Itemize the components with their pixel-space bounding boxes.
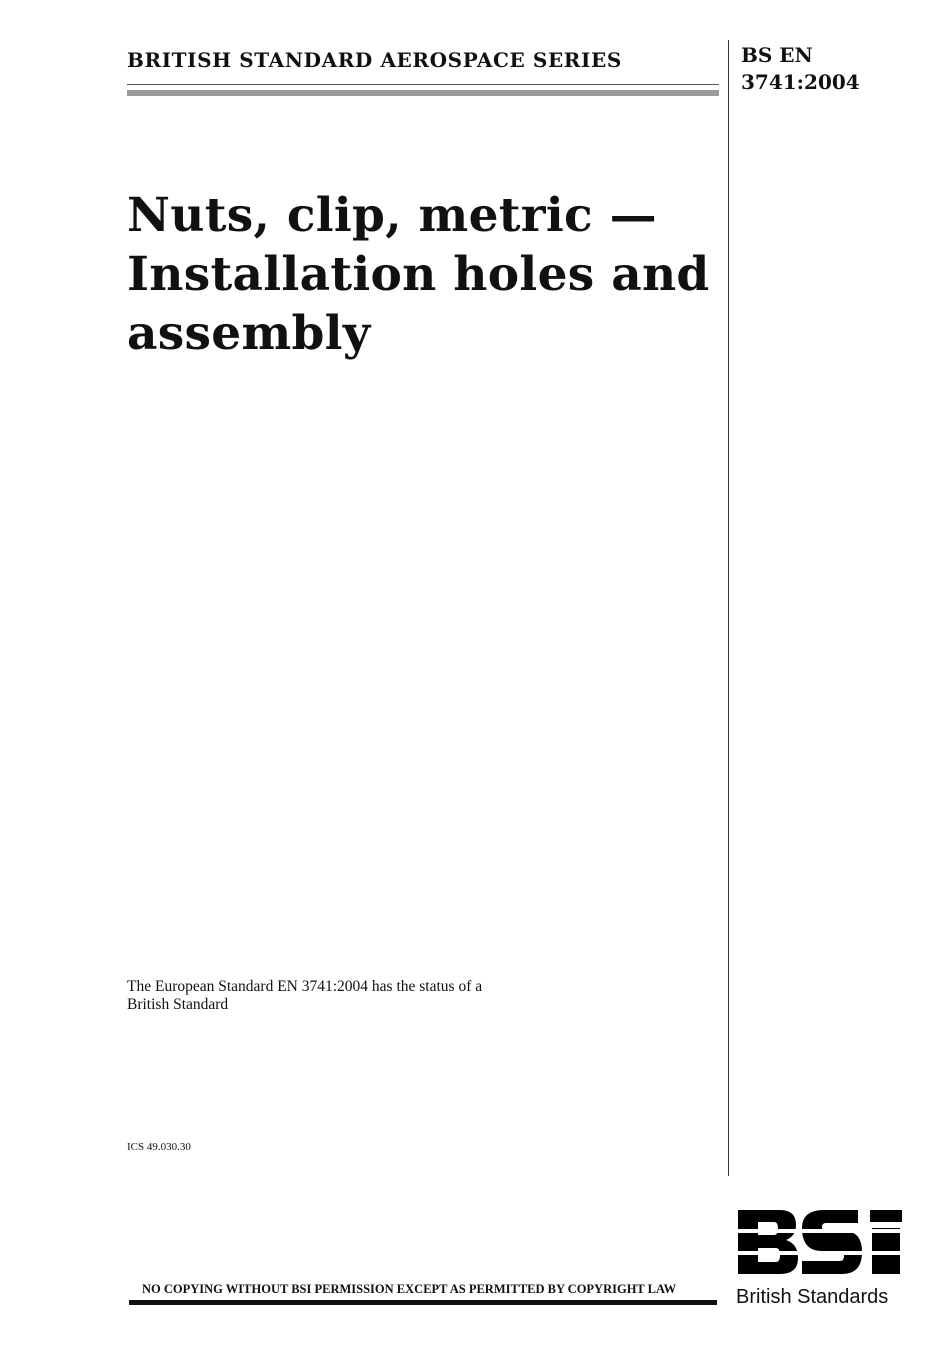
- title-line1: Nuts, clip, metric —: [127, 188, 657, 243]
- vertical-divider: [728, 40, 729, 1176]
- copyright-notice: NO COPYING WITHOUT BSI PERMISSION EXCEPT AS PERMITTED BY COPYRIGHT LAW: [142, 1282, 677, 1296]
- status-statement: [127, 978, 587, 1014]
- standard-number: [741, 42, 860, 96]
- title-line2: Installation holes and: [127, 247, 710, 302]
- header-rule-thin: [127, 84, 719, 85]
- document-title: [127, 186, 717, 363]
- series-title: BRITISH STANDARD AEROSPACE SERIES: [127, 48, 622, 72]
- standard-number-line2: 3741:2004: [741, 70, 860, 94]
- header-rule-thick: [127, 90, 719, 96]
- title-line3: assembly: [127, 306, 371, 361]
- bsi-logo-icon: [736, 1208, 904, 1276]
- ics-code: ICS 49.030.30: [127, 1141, 191, 1153]
- status-line2: British Standard: [127, 996, 229, 1013]
- footer-rule: [129, 1300, 717, 1305]
- status-line1: The European Standard EN 3741:2004 has the status of a: [127, 978, 483, 995]
- standard-number-line1: BS EN: [741, 43, 813, 67]
- logo-caption: British Standards: [736, 1286, 889, 1308]
